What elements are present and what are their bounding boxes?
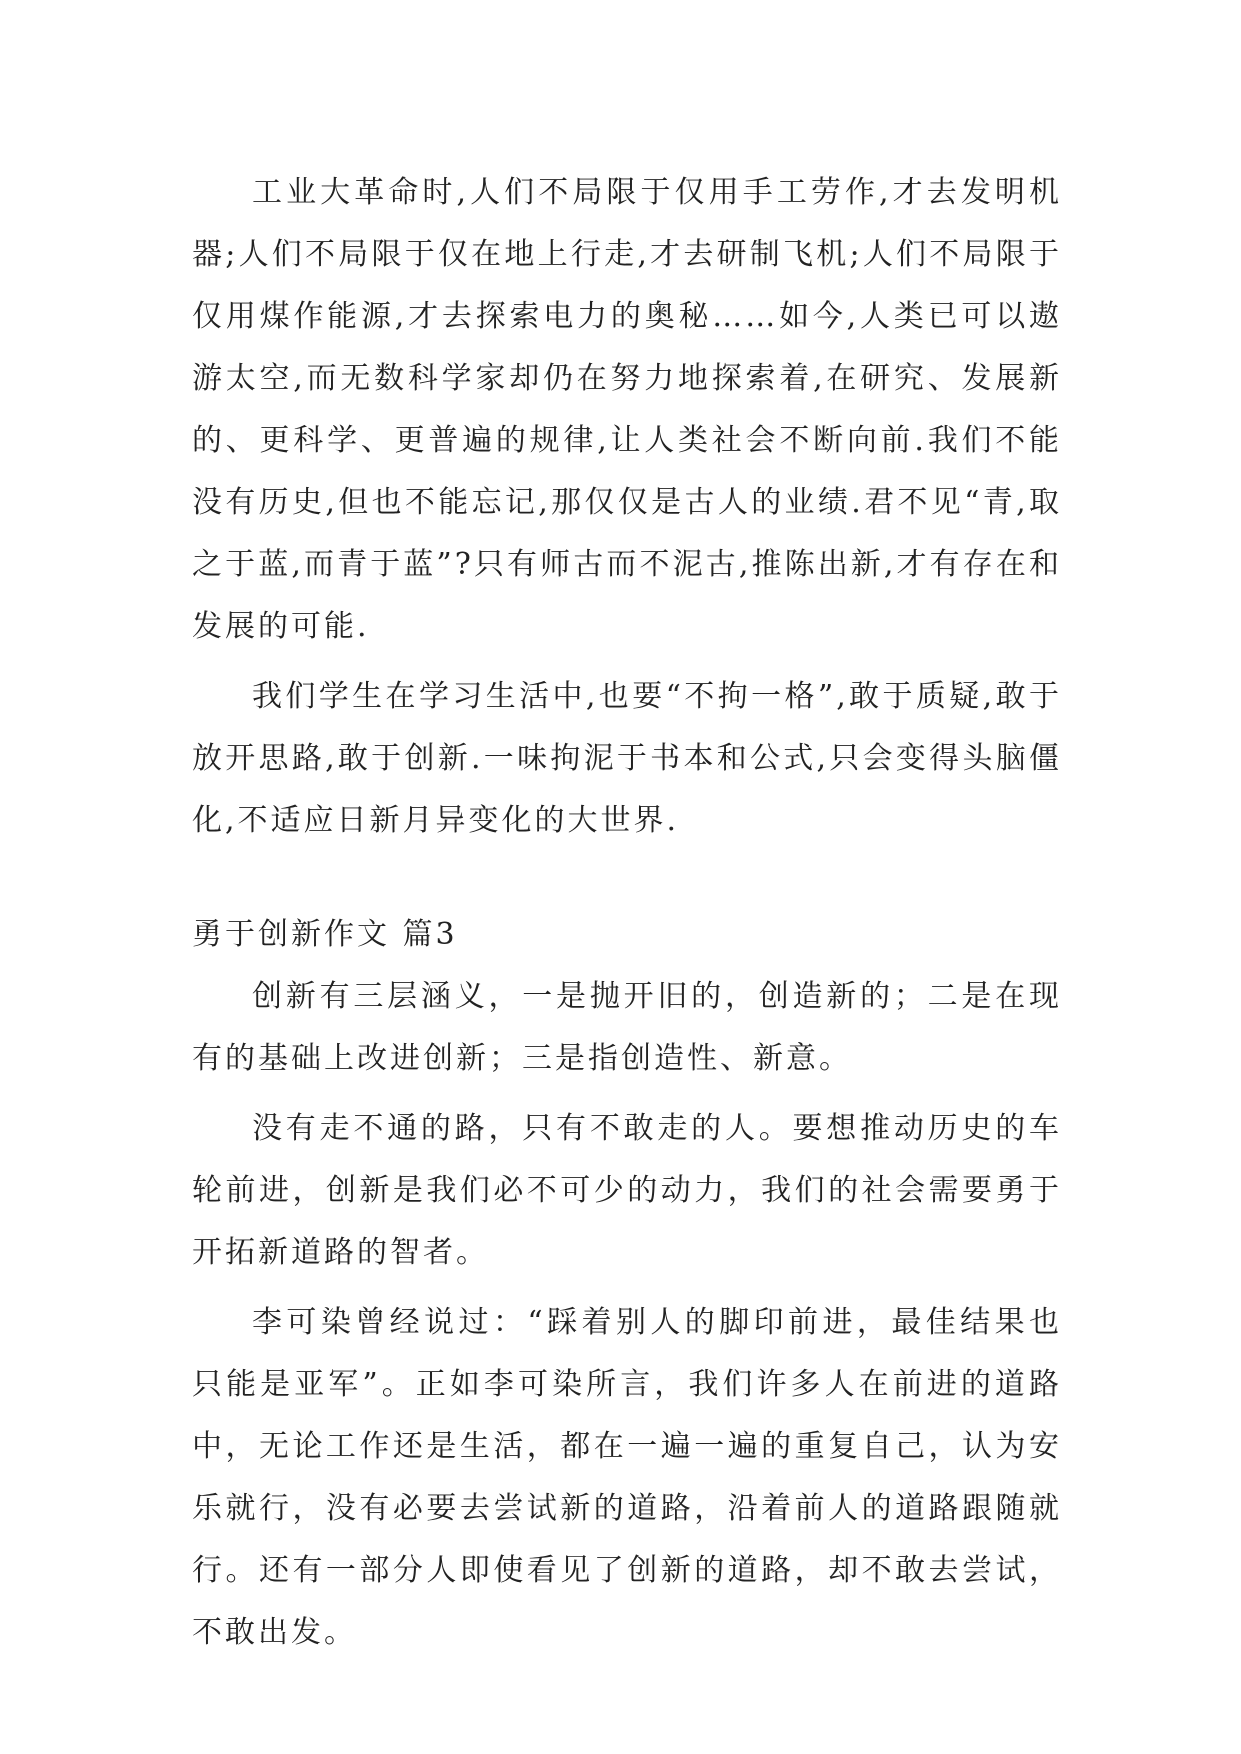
paragraph-students-innovation: 我们学生在学习生活中,也要“不拘一格”,敢于质疑,敢于放开思路,敢于创新.一味拘泥于书本和公式,只会变得头脑僵化,不适应日新月异变化的大世界. [192, 679, 1062, 838]
section-spacer [192, 852, 1062, 904]
paragraph-three-meanings: 创新有三层涵义，一是抛开旧的，创造新的；二是在现有的基础上改进创新；三是指创造性、新意。 [192, 979, 1062, 1076]
paragraph-industrial-revolution: 工业大革命时,人们不局限于仅用手工劳作,才去发明机器;人们不局限于仅在地上行走,才去研制飞机;人们不局限于仅用煤作能源,才去探索电力的奥秘……如今,人类已可以遨游太空,而无数科学家却仍在努力地探索着,在研究、发展新的、更科学、更普遍的规律,让人类社会不断向前.我们不能没有历史,但也不能忘记,那仅仅是古人的业绩.君不见“青,取之于蓝,而青于蓝”?只有师古而不泥古,推陈出新,才有存在和发展的可能. [192, 175, 1062, 644]
paragraph-spacer [192, 658, 1062, 666]
section-title: 勇于创新作文 篇3 [192, 917, 458, 952]
paragraph-li-keran-quote: 李可染曾经说过：“踩着别人的脚印前进，最佳结果也只能是亚军”。正如李可染所言，我们许多人在前进的道路中，无论工作还是生活，都在一遍一遍的重复自己，认为安乐就行，没有必要去尝试新的道路，沿着前人的道路跟随就行。还有一部分人即使看见了创新的道路，却不敢去尝试，不敢出发。 [192, 1305, 1062, 1650]
paragraph-no-road-impassable: 没有走不通的路，只有不敢走的人。要想推动历史的车轮前进，创新是我们必不可少的动力，我们的社会需要勇于开拓新道路的智者。 [192, 1111, 1062, 1270]
document-body [192, 162, 1062, 1664]
paragraph-spacer [192, 1284, 1062, 1292]
paragraph-spacer [192, 1090, 1062, 1098]
